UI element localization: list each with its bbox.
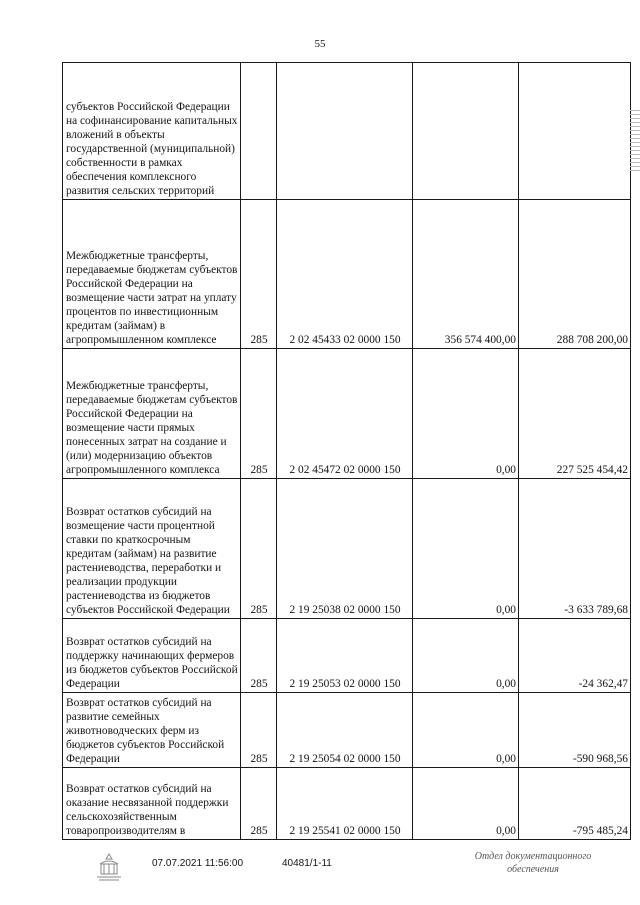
row-admin-code bbox=[241, 63, 277, 200]
table-row bbox=[63, 619, 631, 693]
row-name: Возврат остатков субсидий на оказание несвязанной поддержки сельскохозяйственным товаропроизводителям в bbox=[63, 768, 241, 840]
row-name: Возврат остатков субсидий на развитие семейных животноводческих ферм из бюджетов субъектов Российской Федерации bbox=[63, 693, 241, 768]
row-fact-amount bbox=[519, 63, 631, 200]
footer-document-id: 40481/1-11 bbox=[282, 858, 332, 869]
row-fact-amount: -24 362,47 bbox=[519, 619, 631, 693]
row-budget-code: 2 02 45472 02 0000 150 bbox=[277, 349, 413, 479]
row-plan-amount: 0,00 bbox=[413, 768, 519, 840]
row-budget-code: 2 19 25541 02 0000 150 bbox=[277, 768, 413, 840]
row-fact-amount: 288 708 200,00 bbox=[519, 200, 631, 349]
row-admin-code: 285 bbox=[241, 200, 277, 349]
table-row bbox=[63, 63, 631, 200]
row-admin-code: 285 bbox=[241, 768, 277, 840]
budget-table bbox=[62, 62, 631, 840]
row-plan-amount: 0,00 bbox=[413, 693, 519, 768]
side-barcode-mark bbox=[630, 110, 640, 230]
row-fact-amount: 227 525 454,42 bbox=[519, 349, 631, 479]
row-name: Возврат остатков субсидий на возмещение части процентной ставки по краткосрочным кредитам (займам) на развитие растениеводства, переработки и реализации продукции растениеводства из бюджетов субъектов Российской Федерации bbox=[63, 479, 241, 619]
row-name: Межбюджетные трансферты, передаваемые бюджетам субъектов Российской Федерации на возмещение части затрат на уплату процентов по инвестиционным кредитам (займам) в агропромышленном комплексе bbox=[63, 200, 241, 349]
row-plan-amount bbox=[413, 63, 519, 200]
table-row bbox=[63, 768, 631, 840]
row-admin-code: 285 bbox=[241, 349, 277, 479]
row-name: субъектов Российской Федерации на софинансирование капитальных вложений в объекты государственной (муниципальной) собственности в рамках обеспечения комплексного развития сельских территорий bbox=[63, 63, 241, 200]
row-budget-code: 2 02 45433 02 0000 150 bbox=[277, 200, 413, 349]
table-row bbox=[63, 349, 631, 479]
row-admin-code: 285 bbox=[241, 479, 277, 619]
row-budget-code: 2 19 25053 02 0000 150 bbox=[277, 619, 413, 693]
row-plan-amount: 0,00 bbox=[413, 619, 519, 693]
department-stamp bbox=[448, 850, 618, 876]
row-budget-code bbox=[277, 63, 413, 200]
row-fact-amount: -795 485,24 bbox=[519, 768, 631, 840]
row-plan-amount: 356 574 400,00 bbox=[413, 200, 519, 349]
row-budget-code: 2 19 25038 02 0000 150 bbox=[277, 479, 413, 619]
page-number: 55 bbox=[314, 38, 326, 50]
row-budget-code: 2 19 25054 02 0000 150 bbox=[277, 693, 413, 768]
row-fact-amount: -590 968,56 bbox=[519, 693, 631, 768]
row-admin-code: 285 bbox=[241, 619, 277, 693]
row-name: Возврат остатков субсидий на поддержку начинающих фермеров из бюджетов субъектов Российской Федерации bbox=[63, 619, 241, 693]
row-plan-amount: 0,00 bbox=[413, 349, 519, 479]
emblem-icon bbox=[92, 850, 126, 884]
table-row bbox=[63, 200, 631, 349]
table-row bbox=[63, 479, 631, 619]
row-admin-code: 285 bbox=[241, 693, 277, 768]
table-row bbox=[63, 693, 631, 768]
row-fact-amount: -3 633 789,68 bbox=[519, 479, 631, 619]
row-name: Межбюджетные трансферты, передаваемые бюджетам субъектов Российской Федерации на возмещение части прямых понесенных затрат на создание и (или) модернизацию объектов агропромышленного комплекса bbox=[63, 349, 241, 479]
footer-datetime: 07.07.2021 11:56:00 bbox=[152, 858, 244, 869]
row-plan-amount: 0,00 bbox=[413, 479, 519, 619]
department-stamp-line1: Отдел документационного bbox=[474, 851, 592, 862]
department-stamp-line2: обеспечения bbox=[507, 864, 559, 875]
